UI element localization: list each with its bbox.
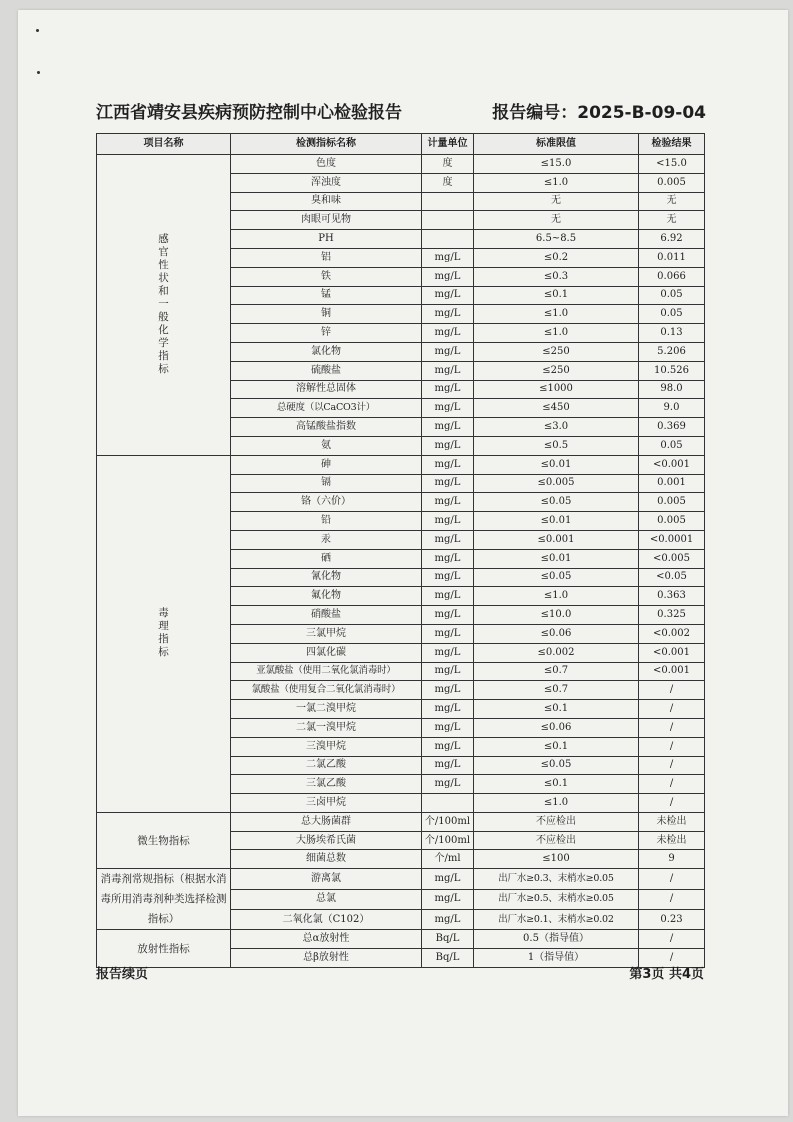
limit-cell: ≤0.01: [474, 512, 639, 531]
category-cell: [97, 930, 231, 968]
limit-cell: ≤10.0: [474, 606, 639, 625]
result-cell: 0.001: [639, 474, 705, 493]
result-cell: 无: [639, 192, 705, 211]
punch-mark: [36, 29, 39, 32]
limit-cell: ≤0.1: [474, 286, 639, 305]
limit-cell: 6.5~8.5: [474, 230, 639, 249]
limit-cell: 1（指导值）: [474, 949, 639, 968]
table-body: [97, 155, 705, 968]
unit-cell: mg/L: [422, 643, 474, 662]
limit-cell: 不应检出: [474, 831, 639, 850]
unit-cell: 度: [422, 173, 474, 192]
result-cell: 0.363: [639, 587, 705, 606]
limit-cell: ≤1.0: [474, 173, 639, 192]
unit-cell: mg/L: [422, 549, 474, 568]
unit-cell: mg/L: [422, 700, 474, 719]
result-cell: 无: [639, 211, 705, 230]
unit-cell: mg/L: [422, 399, 474, 418]
unit-cell: mg/L: [422, 568, 474, 587]
indicator-cell: 氨: [231, 436, 422, 455]
report-title: 江西省靖安县疾病预防控制中心检验报告: [96, 103, 402, 123]
unit-cell: mg/L: [422, 889, 474, 909]
indicator-cell: 总β放射性: [231, 949, 422, 968]
category-cell: [97, 155, 231, 456]
result-cell: 未检出: [639, 831, 705, 850]
indicator-cell: 汞: [231, 530, 422, 549]
indicator-cell: 大肠埃希氏菌: [231, 831, 422, 850]
indicator-cell: 铬（六价）: [231, 493, 422, 512]
limit-cell: ≤0.01: [474, 549, 639, 568]
result-cell: <0.002: [639, 624, 705, 643]
category-label: 微生物指标: [137, 834, 190, 847]
unit-cell: [422, 211, 474, 230]
report-number: 报告编号：2025-B-09-04: [492, 103, 706, 123]
result-cell: /: [639, 889, 705, 909]
unit-cell: mg/L: [422, 305, 474, 324]
limit-cell: ≤0.01: [474, 455, 639, 474]
result-cell: 0.369: [639, 418, 705, 437]
indicator-cell: 氟化物: [231, 587, 422, 606]
unit-cell: [422, 230, 474, 249]
category-label: 感官性状和一般化学指标: [158, 232, 169, 375]
unit-cell: mg/L: [422, 775, 474, 794]
indicator-cell: 三溴甲烷: [231, 737, 422, 756]
result-cell: 98.0: [639, 380, 705, 399]
result-cell: /: [639, 718, 705, 737]
unit-cell: mg/L: [422, 436, 474, 455]
limit-cell: ≤1.0: [474, 587, 639, 606]
unit-cell: [422, 192, 474, 211]
indicator-cell: 细菌总数: [231, 850, 422, 869]
result-cell: /: [639, 775, 705, 794]
limit-cell: ≤250: [474, 342, 639, 361]
result-cell: <0.0001: [639, 530, 705, 549]
limit-cell: ≤1.0: [474, 305, 639, 324]
unit-cell: Bq/L: [422, 949, 474, 968]
unit-cell: 度: [422, 155, 474, 174]
category-label: 放射性指标: [137, 942, 190, 955]
table-row: [97, 812, 705, 831]
unit-cell: mg/L: [422, 530, 474, 549]
indicator-cell: 铝: [231, 248, 422, 267]
limit-cell: ≤0.06: [474, 718, 639, 737]
unit-cell: 个/100ml: [422, 831, 474, 850]
unit-cell: mg/L: [422, 493, 474, 512]
unit-cell: mg/L: [422, 418, 474, 437]
category-label: 毒理指标: [158, 607, 169, 659]
indicator-cell: 总氯: [231, 889, 422, 909]
result-cell: <0.005: [639, 549, 705, 568]
unit-cell: mg/L: [422, 587, 474, 606]
indicator-cell: 浑浊度: [231, 173, 422, 192]
category-label: 消毒剂常规指标（根据水消毒所用消毒剂种类选择检测指标）: [100, 873, 227, 926]
result-cell: 0.005: [639, 493, 705, 512]
col-header-result: 检验结果: [639, 134, 705, 155]
result-cell: 0.13: [639, 324, 705, 343]
unit-cell: mg/L: [422, 512, 474, 531]
category-cell: [97, 869, 231, 930]
indicator-cell: 总硬度（以CaCO3计）: [231, 399, 422, 418]
result-cell: /: [639, 737, 705, 756]
indicator-cell: 砷: [231, 455, 422, 474]
col-header-unit: 计量单位: [422, 134, 474, 155]
result-cell: /: [639, 794, 705, 813]
result-cell: 9: [639, 850, 705, 869]
result-cell: <0.05: [639, 568, 705, 587]
limit-cell: ≤0.05: [474, 568, 639, 587]
limit-cell: ≤0.001: [474, 530, 639, 549]
result-cell: 0.05: [639, 305, 705, 324]
indicator-cell: 三氯甲烷: [231, 624, 422, 643]
unit-cell: mg/L: [422, 342, 474, 361]
limit-cell: 0.5（指导值）: [474, 930, 639, 949]
table-row: [97, 930, 705, 949]
indicator-cell: 色度: [231, 155, 422, 174]
result-cell: <0.001: [639, 455, 705, 474]
indicator-cell: 臭和味: [231, 192, 422, 211]
result-cell: /: [639, 700, 705, 719]
punch-mark: [37, 71, 40, 74]
unit-cell: mg/L: [422, 624, 474, 643]
limit-cell: ≤0.002: [474, 643, 639, 662]
limit-cell: ≤250: [474, 361, 639, 380]
indicator-cell: 氰化物: [231, 568, 422, 587]
indicator-cell: 肉眼可见物: [231, 211, 422, 230]
limit-cell: ≤1.0: [474, 324, 639, 343]
unit-cell: mg/L: [422, 869, 474, 889]
result-cell: 9.0: [639, 399, 705, 418]
indicator-cell: 硫酸盐: [231, 361, 422, 380]
category-cell: [97, 812, 231, 868]
unit-cell: mg/L: [422, 606, 474, 625]
result-cell: /: [639, 869, 705, 889]
indicator-cell: 溶解性总固体: [231, 380, 422, 399]
unit-cell: mg/L: [422, 662, 474, 681]
col-header-limit: 标准限值: [474, 134, 639, 155]
unit-cell: mg/L: [422, 324, 474, 343]
result-cell: 6.92: [639, 230, 705, 249]
unit-cell: mg/L: [422, 361, 474, 380]
result-cell: /: [639, 681, 705, 700]
indicator-cell: 二氯一溴甲烷: [231, 718, 422, 737]
result-cell: <0.001: [639, 662, 705, 681]
result-cell: 0.005: [639, 173, 705, 192]
indicator-cell: 锌: [231, 324, 422, 343]
result-cell: 0.005: [639, 512, 705, 531]
unit-cell: mg/L: [422, 248, 474, 267]
indicator-cell: 铜: [231, 305, 422, 324]
result-cell: /: [639, 930, 705, 949]
inspection-table: [96, 133, 705, 968]
table-header-row: [97, 134, 705, 155]
indicator-cell: 亚氯酸盐（使用二氧化氯消毒时）: [231, 662, 422, 681]
limit-cell: ≤0.7: [474, 681, 639, 700]
indicator-cell: PH: [231, 230, 422, 249]
result-cell: /: [639, 949, 705, 968]
indicator-cell: 铅: [231, 512, 422, 531]
unit-cell: 个/100ml: [422, 812, 474, 831]
col-header-category: 项目名称: [97, 134, 231, 155]
unit-cell: Bq/L: [422, 930, 474, 949]
col-header-indicator: 检测指标名称: [231, 134, 422, 155]
report-header: [96, 98, 706, 124]
indicator-cell: 高锰酸盐指数: [231, 418, 422, 437]
unit-cell: mg/L: [422, 455, 474, 474]
limit-cell: ≤1000: [474, 380, 639, 399]
limit-cell: ≤0.5: [474, 436, 639, 455]
result-cell: 0.066: [639, 267, 705, 286]
limit-cell: ≤450: [474, 399, 639, 418]
indicator-cell: 硝酸盐: [231, 606, 422, 625]
indicator-cell: 氯酸盐（使用复合二氧化氯消毒时）: [231, 681, 422, 700]
indicator-cell: 游离氯: [231, 869, 422, 889]
unit-cell: mg/L: [422, 380, 474, 399]
limit-cell: 出厂水≥0.1、末梢水≥0.02: [474, 909, 639, 929]
indicator-cell: 四氯化碳: [231, 643, 422, 662]
unit-cell: [422, 794, 474, 813]
indicator-cell: 铁: [231, 267, 422, 286]
limit-cell: 无: [474, 211, 639, 230]
table-row: [97, 869, 705, 889]
unit-cell: mg/L: [422, 718, 474, 737]
table-row: [97, 155, 705, 174]
indicator-cell: 锰: [231, 286, 422, 305]
unit-cell: mg/L: [422, 474, 474, 493]
limit-cell: ≤0.2: [474, 248, 639, 267]
unit-cell: mg/L: [422, 681, 474, 700]
indicator-cell: 三氯乙酸: [231, 775, 422, 794]
limit-cell: ≤0.1: [474, 775, 639, 794]
result-cell: <0.001: [639, 643, 705, 662]
unit-cell: 个/ml: [422, 850, 474, 869]
unit-cell: mg/L: [422, 756, 474, 775]
footer-page-number: 第3页 共4页: [629, 967, 704, 982]
limit-cell: ≤0.05: [474, 493, 639, 512]
indicator-cell: 硒: [231, 549, 422, 568]
limit-cell: ≤3.0: [474, 418, 639, 437]
indicator-cell: 氯化物: [231, 342, 422, 361]
result-cell: 5.206: [639, 342, 705, 361]
result-cell: 10.526: [639, 361, 705, 380]
limit-cell: 无: [474, 192, 639, 211]
footer-continuation: 报告续页: [96, 967, 149, 982]
limit-cell: ≤0.3: [474, 267, 639, 286]
limit-cell: ≤1.0: [474, 794, 639, 813]
category-cell: [97, 455, 231, 812]
report-footer: [96, 963, 704, 983]
limit-cell: ≤0.005: [474, 474, 639, 493]
unit-cell: mg/L: [422, 286, 474, 305]
result-cell: <15.0: [639, 155, 705, 174]
result-cell: 0.05: [639, 436, 705, 455]
indicator-cell: 一氯二溴甲烷: [231, 700, 422, 719]
limit-cell: ≤0.05: [474, 756, 639, 775]
unit-cell: mg/L: [422, 267, 474, 286]
indicator-cell: 二氯乙酸: [231, 756, 422, 775]
result-cell: /: [639, 756, 705, 775]
limit-cell: 不应检出: [474, 812, 639, 831]
limit-cell: 出厂水≥0.5、末梢水≥0.05: [474, 889, 639, 909]
result-cell: 0.325: [639, 606, 705, 625]
result-cell: 0.23: [639, 909, 705, 929]
indicator-cell: 镉: [231, 474, 422, 493]
result-cell: 0.05: [639, 286, 705, 305]
result-cell: 未检出: [639, 812, 705, 831]
limit-cell: ≤0.1: [474, 737, 639, 756]
limit-cell: ≤0.06: [474, 624, 639, 643]
limit-cell: ≤100: [474, 850, 639, 869]
table-row: [97, 455, 705, 474]
indicator-cell: 总大肠菌群: [231, 812, 422, 831]
unit-cell: mg/L: [422, 909, 474, 929]
limit-cell: 出厂水≥0.3、末梢水≥0.05: [474, 869, 639, 889]
indicator-cell: 总α放射性: [231, 930, 422, 949]
limit-cell: ≤15.0: [474, 155, 639, 174]
indicator-cell: 二氧化氯（C102）: [231, 909, 422, 929]
unit-cell: mg/L: [422, 737, 474, 756]
result-cell: 0.011: [639, 248, 705, 267]
indicator-cell: 三卤甲烷: [231, 794, 422, 813]
limit-cell: ≤0.1: [474, 700, 639, 719]
limit-cell: ≤0.7: [474, 662, 639, 681]
